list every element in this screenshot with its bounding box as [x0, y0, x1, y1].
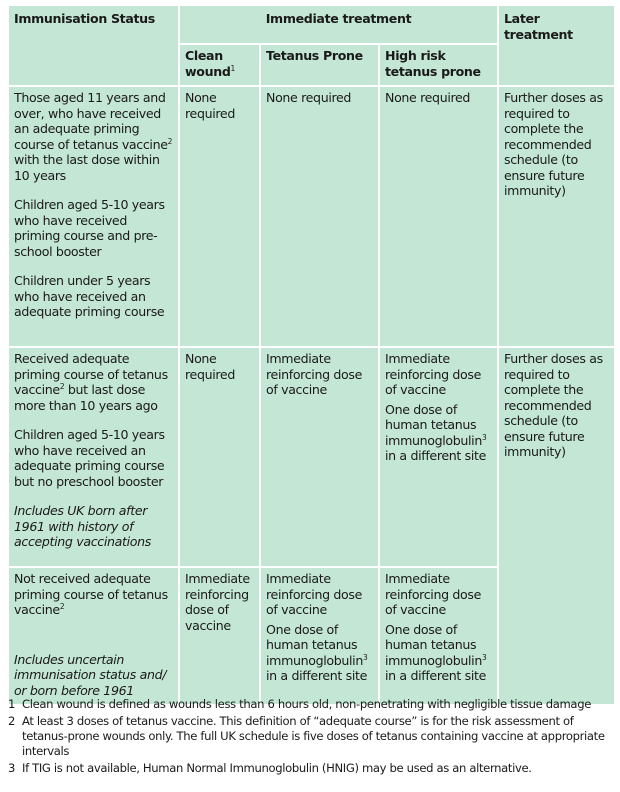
treatment-line: Immediate reinforcing dose of vaccine: [266, 571, 362, 617]
treatment-text: One dose of human tetanus immunoglobulin: [385, 401, 482, 448]
clean-wound-cell: Immediate reinforcing dose of vaccine: [179, 567, 260, 705]
status-text: Received adequate priming course of tetanus vaccine: [14, 351, 168, 397]
status-text: but last dose more than 10 years ago: [14, 382, 158, 413]
status-note-italic: Includes uncertain immunisation status and/ or born before 1961: [14, 651, 167, 698]
status-paragraph: Children under 5 years who have received an adequate priming course: [14, 273, 165, 319]
treatment-line: Immediate reinforcing dose of vaccine: [385, 351, 481, 397]
status-cell: [8, 347, 179, 567]
tetanus-prone-cell: Immediate reinforcing dose of vaccine: [260, 347, 379, 567]
header-tetanus-prone: Tetanus Prone: [260, 44, 379, 86]
later-treatment-cell: Further doses as required to complete the recommended schedule (to ensure future immunity): [498, 86, 615, 347]
footnotes: [8, 697, 614, 778]
header-clean-wound-label: Clean wound: [185, 48, 231, 79]
header-high-risk: High risk tetanus prone: [379, 44, 498, 86]
footnote-text: If TIG is not available, Human Normal Immunoglobulin (HNIG) may be used as an alternative.: [22, 761, 532, 775]
treatment-text: in a different site: [385, 448, 486, 463]
tetanus-prone-cell: None required: [260, 86, 379, 347]
header-immunisation-status: Immunisation Status: [8, 5, 179, 86]
status-cell: [8, 567, 179, 705]
status-text: Not received adequate priming course of tetanus vaccine: [14, 571, 168, 617]
treatment-text: in a different site: [385, 668, 486, 683]
footnote-ref: 3: [481, 652, 487, 662]
tetanus-treatment-table: [7, 4, 616, 706]
table-row: [8, 347, 615, 567]
treatment-line: [385, 402, 492, 464]
footnote-ref: 3: [481, 432, 487, 442]
footnote-ref: 2: [59, 602, 65, 611]
tetanus-table-container: [7, 4, 614, 706]
footnote-number: 2: [8, 714, 16, 728]
clean-wound-cell: None required: [179, 86, 260, 347]
header-immediate-treatment: Immediate treatment: [179, 5, 498, 44]
status-cell: [8, 86, 179, 347]
footnote-number: 3: [8, 761, 16, 775]
treatment-text: One dose of human tetanus immunoglobulin: [266, 621, 363, 668]
treatment-line: [385, 622, 492, 684]
footnote-ref: 3: [362, 652, 368, 662]
high-risk-cell: [379, 347, 498, 567]
footnote-3: [8, 761, 614, 776]
high-risk-cell: [379, 567, 498, 705]
tetanus-prone-cell: [260, 567, 379, 705]
high-risk-cell: None required: [379, 86, 498, 347]
treatment-text: One dose of human tetanus immunoglobulin: [385, 621, 482, 668]
footnote-ref: 1: [230, 63, 235, 73]
footnote-text: At least 3 doses of tetanus vaccine. This definition of “adequate course” is for the risk assessment of tetanus-prone wounds only. The full UK schedule is five doses of tetanus containing vaccine at appropriate intervals: [22, 714, 605, 758]
status-paragraph: [14, 571, 173, 618]
footnote-1: [8, 697, 614, 712]
header-later-treatment: Later treatment: [498, 5, 615, 86]
table-row: [8, 86, 615, 347]
status-note-italic: Includes UK born after 1961 with history of accepting vaccinations: [14, 503, 151, 549]
status-text: Those aged 11 years and over, who have received an adequate priming course of tetanus vaccine: [14, 90, 168, 152]
status-paragraph: Children aged 5-10 years who have received an adequate priming course but no preschool booster: [14, 427, 165, 489]
footnote-2: [8, 714, 614, 759]
header-row-1: [8, 5, 615, 44]
status-text: with the last dose within 10 years: [14, 152, 160, 183]
status-paragraph: [14, 90, 173, 183]
footnote-ref: 2: [167, 136, 173, 146]
header-clean-wound: [179, 44, 260, 86]
footnote-number: 1: [8, 697, 16, 711]
later-treatment-cell: Further doses as required to complete the recommended schedule (to ensure future immunity): [498, 347, 615, 705]
clean-wound-cell: None required: [179, 347, 260, 567]
treatment-line: Immediate reinforcing dose of vaccine: [385, 571, 481, 617]
footnote-text: Clean wound is defined as wounds less than 6 hours old, non-penetrating with negligible tissue damage: [22, 697, 591, 711]
status-paragraph: Children aged 5-10 years who have received priming course and pre-school booster: [14, 197, 165, 259]
treatment-line: [266, 622, 373, 684]
status-paragraph: [14, 351, 173, 413]
treatment-text: in a different site: [266, 668, 367, 683]
footnote-ref: 2: [59, 382, 65, 391]
